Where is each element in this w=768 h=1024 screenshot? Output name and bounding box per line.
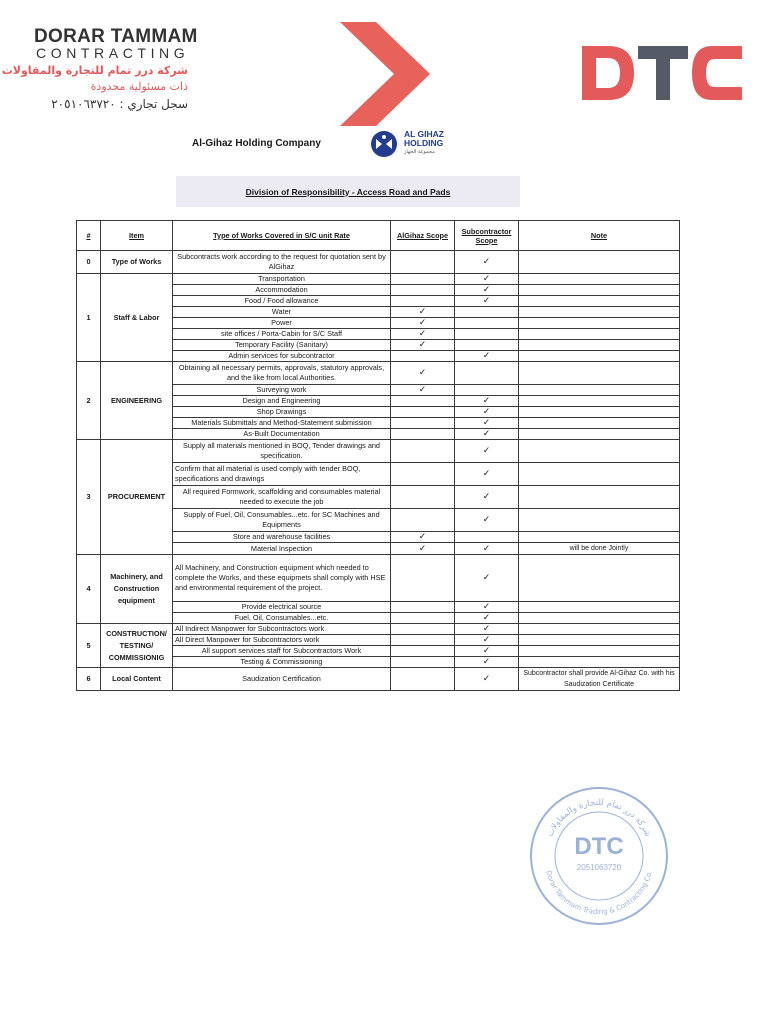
algihaz-check-icon: ✓	[391, 362, 455, 385]
subcontractor-check-icon: ✓	[455, 396, 519, 407]
row-note	[519, 555, 680, 602]
row-work-type: All Indirect Manpower for Subcontractors work	[173, 624, 391, 635]
row-number: 0	[77, 251, 101, 274]
row-note	[519, 351, 680, 362]
subcontractor-check-icon: ✓	[455, 646, 519, 657]
subcontractor-check-icon: ✓	[455, 296, 519, 307]
row-work-type: Subcontracts work according to the request for quotation sent by AlGihaz	[173, 251, 391, 274]
row-work-type: Food / Food allowance	[173, 296, 391, 307]
row-work-type: Water	[173, 307, 391, 318]
subcontractor-check-icon: ✓	[455, 624, 519, 635]
algihaz-scope-cell	[391, 635, 455, 646]
subcontractor-check-icon: ✓	[455, 418, 519, 429]
row-number: 3	[77, 440, 101, 555]
subcontractor-check-icon: ✓	[455, 351, 519, 362]
subcontractor-check-icon: ✓	[455, 285, 519, 296]
algihaz-scope-cell	[391, 486, 455, 509]
row-item: PROCUREMENT	[101, 440, 173, 555]
row-number: 1	[77, 274, 101, 362]
algihaz-check-icon: ✓	[391, 329, 455, 340]
row-note	[519, 307, 680, 318]
row-note	[519, 362, 680, 385]
row-note	[519, 418, 680, 429]
row-note	[519, 407, 680, 418]
subcontractor-check-icon: ✓	[455, 407, 519, 418]
al-gihaz-logo-icon	[370, 130, 400, 158]
subcontractor-check-icon: ✓	[455, 668, 519, 691]
holding-company-name: Al-Gihaz Holding Company	[192, 138, 321, 149]
row-work-type: Shop Drawings	[173, 407, 391, 418]
row-work-type: Obtaining all necessary permits, approvals, statutory approvals, and the like from local Authorities.	[173, 362, 391, 385]
table-row	[77, 440, 680, 463]
row-work-type: All support services staff for Subcontractors Work	[173, 646, 391, 657]
row-note	[519, 251, 680, 274]
row-item: Type of Works	[101, 251, 173, 274]
row-note	[519, 385, 680, 396]
company-stamp	[528, 786, 670, 926]
subcontractor-check-icon: ✓	[455, 555, 519, 602]
row-work-type: Saudization Certification	[173, 668, 391, 691]
subcontractor-check-icon: ✓	[455, 440, 519, 463]
row-note	[519, 318, 680, 329]
row-number: 6	[77, 668, 101, 691]
holding-logo-line3: مجموعة الجهاز	[404, 149, 435, 155]
header-subcontractor-scope: Subcontractor Scope	[455, 221, 519, 251]
algihaz-scope-cell	[391, 668, 455, 691]
algihaz-scope-cell	[391, 296, 455, 307]
header-note: Note	[519, 221, 680, 251]
row-work-type: Accommodation	[173, 285, 391, 296]
row-note	[519, 285, 680, 296]
document-title-band	[176, 176, 520, 207]
subcontractor-check-icon: ✓	[455, 429, 519, 440]
row-note	[519, 274, 680, 285]
subcontractor-scope-cell	[455, 385, 519, 396]
row-note: Subcontractor shall provide Al-Gihaz Co. with his Saudization Certificate	[519, 668, 680, 691]
row-work-type: Fuel, Oil, Consumables...etc.	[173, 613, 391, 624]
subcontractor-check-icon: ✓	[455, 274, 519, 285]
header-type-of-works: Type of Works Covered in S/C unit Rate	[173, 221, 391, 251]
algihaz-scope-cell	[391, 274, 455, 285]
subcontractor-check-icon: ✓	[455, 543, 519, 555]
row-note	[519, 602, 680, 613]
row-number: 4	[77, 555, 101, 624]
subcontractor-check-icon: ✓	[455, 463, 519, 486]
algihaz-scope-cell	[391, 657, 455, 668]
table-row	[77, 251, 680, 274]
commercial-registration: سجل تجاري : ٢٠٥١٠٦٣٧٢٠	[51, 97, 188, 111]
row-work-type: Surveying work	[173, 385, 391, 396]
table-header-row	[77, 221, 680, 251]
algihaz-check-icon: ✓	[391, 543, 455, 555]
algihaz-scope-cell	[391, 509, 455, 532]
table-row	[77, 274, 680, 285]
row-item: ENGINEERING	[101, 362, 173, 440]
table-row	[77, 362, 680, 385]
subcontractor-scope-cell	[455, 318, 519, 329]
row-note	[519, 532, 680, 543]
stamp-number-text: 2051063720	[576, 863, 622, 872]
row-work-type: Supply of Fuel, Oil, Consumables...etc. for SC Machines and Equipments	[173, 509, 391, 532]
row-work-type: Store and warehouse facilities	[173, 532, 391, 543]
row-item: CONSTRUCTION/ TESTING/ COMMISSIONIG	[101, 624, 173, 668]
row-note	[519, 429, 680, 440]
row-note	[519, 635, 680, 646]
row-work-type: Material Inspection	[173, 543, 391, 555]
row-work-type: Supply all materials mentioned in BOQ, Tender drawings and specification.	[173, 440, 391, 463]
stamp-top-text: شركة درر تمام للتجارة والمقاولات	[545, 797, 653, 839]
algihaz-scope-cell	[391, 251, 455, 274]
row-note	[519, 296, 680, 307]
algihaz-scope-cell	[391, 418, 455, 429]
responsibility-table	[76, 220, 680, 691]
chevron-logo-icon	[336, 22, 430, 126]
subcontractor-check-icon: ✓	[455, 657, 519, 668]
row-work-type: Testing & Commissioning	[173, 657, 391, 668]
subcontractor-scope-cell	[455, 340, 519, 351]
row-work-type: All Machinery, and Construction equipment which needed to complete the Works, and these equipmets shall comply with HSE and environmental requirement of the project.	[173, 555, 391, 602]
dtc-logo	[580, 40, 744, 106]
holding-logo-line1: AL GIHAZ	[404, 129, 444, 139]
document-title: Division of Responsibility - Access Road and Pads	[245, 186, 451, 197]
algihaz-scope-cell	[391, 613, 455, 624]
row-work-type: All required Formwork, scaffolding and consumables material needed to execute the job	[173, 486, 391, 509]
company-arabic-type: ذات مسئولية محدودة	[90, 80, 188, 93]
row-note	[519, 509, 680, 532]
row-note	[519, 657, 680, 668]
algihaz-scope-cell	[391, 555, 455, 602]
holding-logo-line2: HOLDING	[404, 138, 444, 148]
row-work-type: Provide electrical source	[173, 602, 391, 613]
subcontractor-check-icon: ✓	[455, 602, 519, 613]
algihaz-scope-cell	[391, 440, 455, 463]
stamp-logo-text: DTC	[574, 833, 624, 860]
row-work-type: Admin services for subcontractor	[173, 351, 391, 362]
algihaz-scope-cell	[391, 396, 455, 407]
row-note	[519, 396, 680, 407]
algihaz-scope-cell	[391, 407, 455, 418]
row-work-type: Materials Submittals and Method-Statement submission	[173, 418, 391, 429]
row-work-type: Transportation	[173, 274, 391, 285]
row-item: Staff & Labor	[101, 274, 173, 362]
row-number: 5	[77, 624, 101, 668]
algihaz-scope-cell	[391, 285, 455, 296]
header-number: #	[77, 221, 101, 251]
subcontractor-check-icon: ✓	[455, 251, 519, 274]
row-note	[519, 440, 680, 463]
table-row	[77, 555, 680, 602]
subcontractor-scope-cell	[455, 532, 519, 543]
table-body	[77, 251, 680, 691]
subcontractor-scope-cell	[455, 362, 519, 385]
company-name: DORAR TAMMAM	[34, 26, 198, 47]
row-item: Local Content	[101, 668, 173, 691]
table-row	[77, 624, 680, 635]
algihaz-scope-cell	[391, 602, 455, 613]
row-item: Machinery, and Construction equipment	[101, 555, 173, 624]
row-note	[519, 646, 680, 657]
algihaz-scope-cell	[391, 463, 455, 486]
row-note	[519, 329, 680, 340]
row-note: will be done Jointly	[519, 543, 680, 555]
row-note	[519, 463, 680, 486]
subcontractor-check-icon: ✓	[455, 509, 519, 532]
algihaz-check-icon: ✓	[391, 385, 455, 396]
header-algihaz-scope: AlGihaz Scope	[391, 221, 455, 251]
table-row	[77, 668, 680, 691]
subcontractor-scope-cell	[455, 329, 519, 340]
row-note	[519, 486, 680, 509]
subcontractor-check-icon: ✓	[455, 486, 519, 509]
algihaz-check-icon: ✓	[391, 532, 455, 543]
subcontractor-check-icon: ✓	[455, 613, 519, 624]
row-work-type: As-Built Documentation	[173, 429, 391, 440]
row-number: 2	[77, 362, 101, 440]
algihaz-check-icon: ✓	[391, 318, 455, 329]
row-work-type: Design and Engineering	[173, 396, 391, 407]
row-note	[519, 340, 680, 351]
stamp-bottom-text: Dorar Tammam Trading & Contracting Co.	[544, 869, 654, 917]
al-gihaz-logo-text	[404, 130, 444, 157]
algihaz-scope-cell	[391, 351, 455, 362]
subcontractor-scope-cell	[455, 307, 519, 318]
row-note	[519, 613, 680, 624]
algihaz-check-icon: ✓	[391, 307, 455, 318]
row-work-type: site offices / Porta-Cabin for S/C Staff	[173, 329, 391, 340]
company-subtitle: CONTRACTING	[36, 45, 190, 61]
row-work-type: All Direct Manpower for Subcontractors work	[173, 635, 391, 646]
row-note	[519, 624, 680, 635]
algihaz-scope-cell	[391, 429, 455, 440]
row-work-type: Power	[173, 318, 391, 329]
subcontractor-check-icon: ✓	[455, 635, 519, 646]
row-work-type: Confirm that all material is used comply with tender BOQ, specifications and drawings	[173, 463, 391, 486]
algihaz-scope-cell	[391, 624, 455, 635]
header-item: Item	[101, 221, 173, 251]
company-arabic-name: شركة درر تمام للتجارة والمقاولات	[1, 64, 188, 77]
algihaz-scope-cell	[391, 646, 455, 657]
row-work-type: Temporary Facility (Sanitary)	[173, 340, 391, 351]
algihaz-check-icon: ✓	[391, 340, 455, 351]
